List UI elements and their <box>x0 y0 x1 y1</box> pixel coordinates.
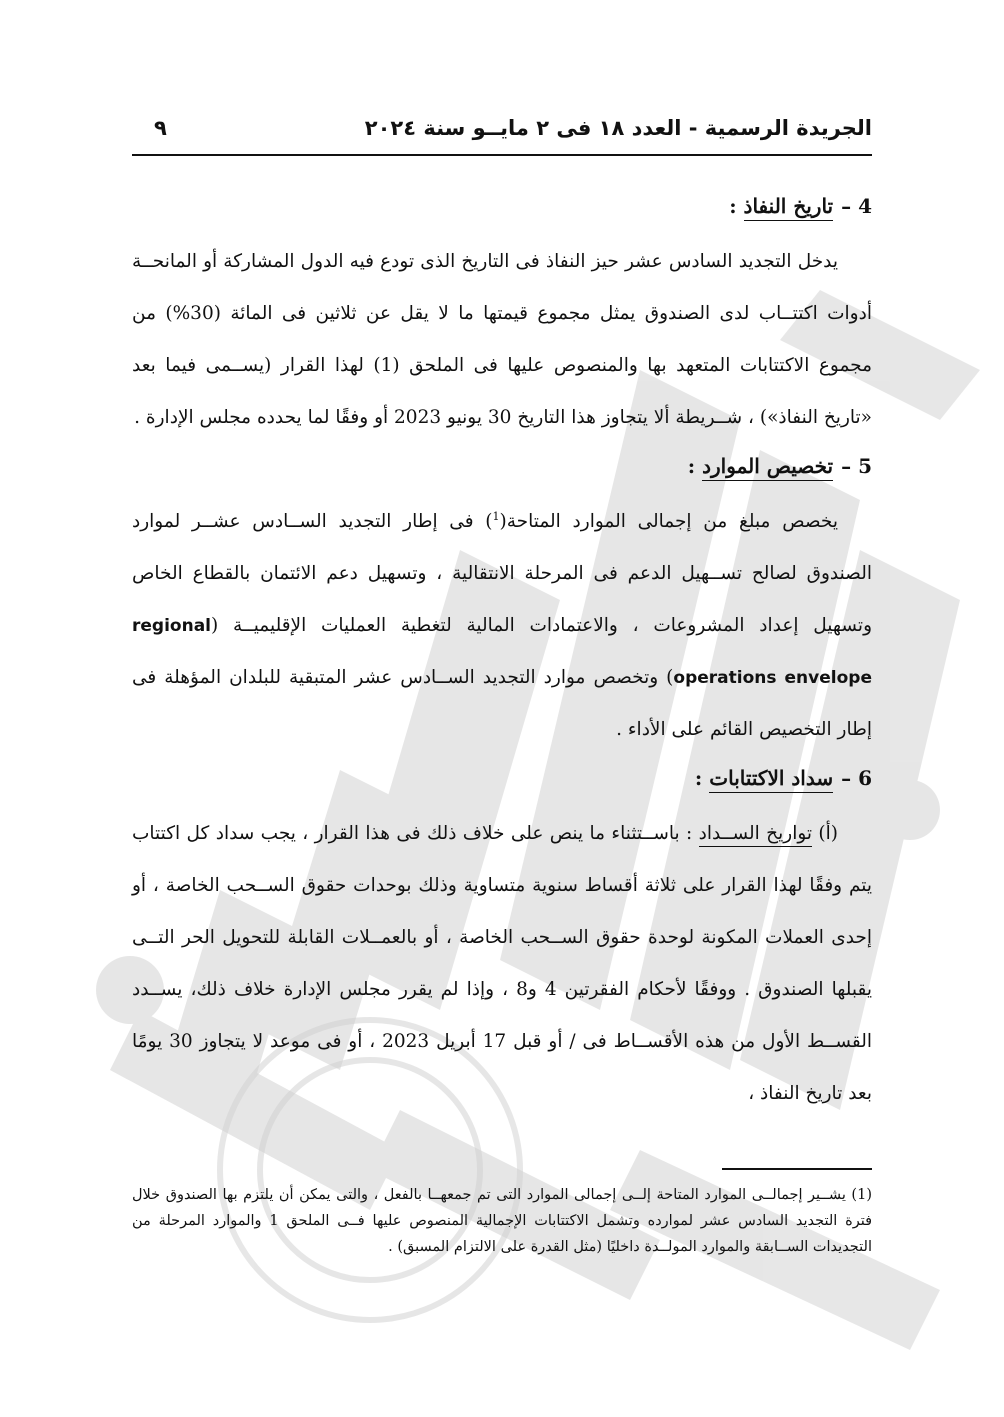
article-body <box>132 184 872 1120</box>
section-4-paragraph: يدخل التجديد السادس عشر حيز النفاذ فى التاريخ الذى تودع فيه الدول المشاركة أو المانحــة أدوات اكتتــاب لدى الصندوق يمثل مجموع قيمتها ما لا يقل عن ثلاثين فى المائة (30%) من مجموع الاكتتابات المتعهد بها والمنصوص عليها فى الملحق (1) لهذا القرار (يســمى فيما بعد «تاريخ النفاذ») ، شــريطة ألا يتجاوز هذا التاريخ 30 يونيو 2023 أو وفقًا لما يحدده مجلس الإدارة . <box>132 251 873 428</box>
section-5-title: تخصيص الموارد <box>702 454 833 481</box>
section-6a-title: تواريخ الســداد <box>699 823 812 847</box>
section-5-latin-term: regional operations envelope <box>132 616 872 688</box>
footnote-1: (1) يشــير إجمالــى الموارد المتاحة إلــى إجمالى الموارد التى تم جمعهــا بالفعل ، والتى يمكن أن يلتزم بها الصندوق خلال فترة التجديد السادس عشر لموارده وتشمل الاكتتابات الإجمالية المنصوص عليها فــى الملحق 1 والموارد المرحلة من التجديدات الســابقة والموارد المولــدة داخليًا (مثل القدرة على الالتزام المسبق) . <box>132 1187 873 1255</box>
section-4-title: تاريخ النفاذ <box>744 194 834 221</box>
section-6a-marker: (أ) <box>812 823 838 844</box>
section-4-colon: : <box>729 194 744 218</box>
section-5-text-part1: يخصص مبلغ من إجمالى الموارد المتاحة( <box>499 511 838 532</box>
section-6-heading <box>132 756 872 808</box>
header-divider <box>132 154 872 156</box>
section-5-colon: : <box>687 454 703 478</box>
section-6-number: 6 – <box>841 766 872 790</box>
section-5-paragraph <box>132 496 872 756</box>
section-5-text-part3: ) وتخصص موارد التجديد الســادس عشر المتبقية للبلدان المؤهلة فى إطار التخصيص القائم على الأداء . <box>132 667 872 740</box>
page-header <box>132 112 872 156</box>
section-5-number: 5 – <box>841 454 872 478</box>
section-6a-text: : باســتثناء ما ينص على خلاف ذلك فى هذا القرار ، يجب سداد كل اكتتاب يتم وفقًا لهذا القرار على ثلاثة أقساط سنوية متساوية وذلك بوحدات حقوق الســحب الخاصة ، أو إحدى العملات المكونة لوحدة حقوق الســحب الخاصة ، أو بالعمــلات القابلة للتحويل الحر التــى يقبلها الصندوق . ووفقًا لأحكام الفقرتين 4 و8 ، وإذا لم يقرر مجلس الإدارة خلاف ذلك، يســدد القســط الأول من هذه الأقســاط فى / أو قبل 17 أبريل 2023 ، أو فى موعد لا يتجاوز 30 يومًا بعد تاريخ النفاذ ، <box>132 823 873 1104</box>
section-4-number: 4 – <box>841 194 872 218</box>
section-6-colon: : <box>694 766 710 790</box>
footnote-reference[interactable]: 1 <box>492 509 500 523</box>
section-5-heading <box>132 444 872 496</box>
section-5-text-part2: ) فى إطار التجديد الســادس عشــر لموارد الصندوق لصالح تســهيل الدعم فى المرحلة الانتقالية ، وتسهيل دعم الائتمان بالقطاع الخاص وتسهيل إعداد المشروعات ، والاعتمادات المالية لتغطية العمليات الإقليميــة ( <box>132 511 872 636</box>
footnote-divider <box>722 1168 872 1170</box>
gazette-header-title: الجريدة الرسمية - العدد ١٨ فى ٢ مايــو سنة ٢٠٢٤ <box>364 116 872 140</box>
page-number: ٩ <box>154 116 167 140</box>
section-6a-paragraph <box>132 808 872 1120</box>
section-6-title: سداد الاكتتابات <box>709 766 833 793</box>
section-4-heading <box>132 184 872 236</box>
